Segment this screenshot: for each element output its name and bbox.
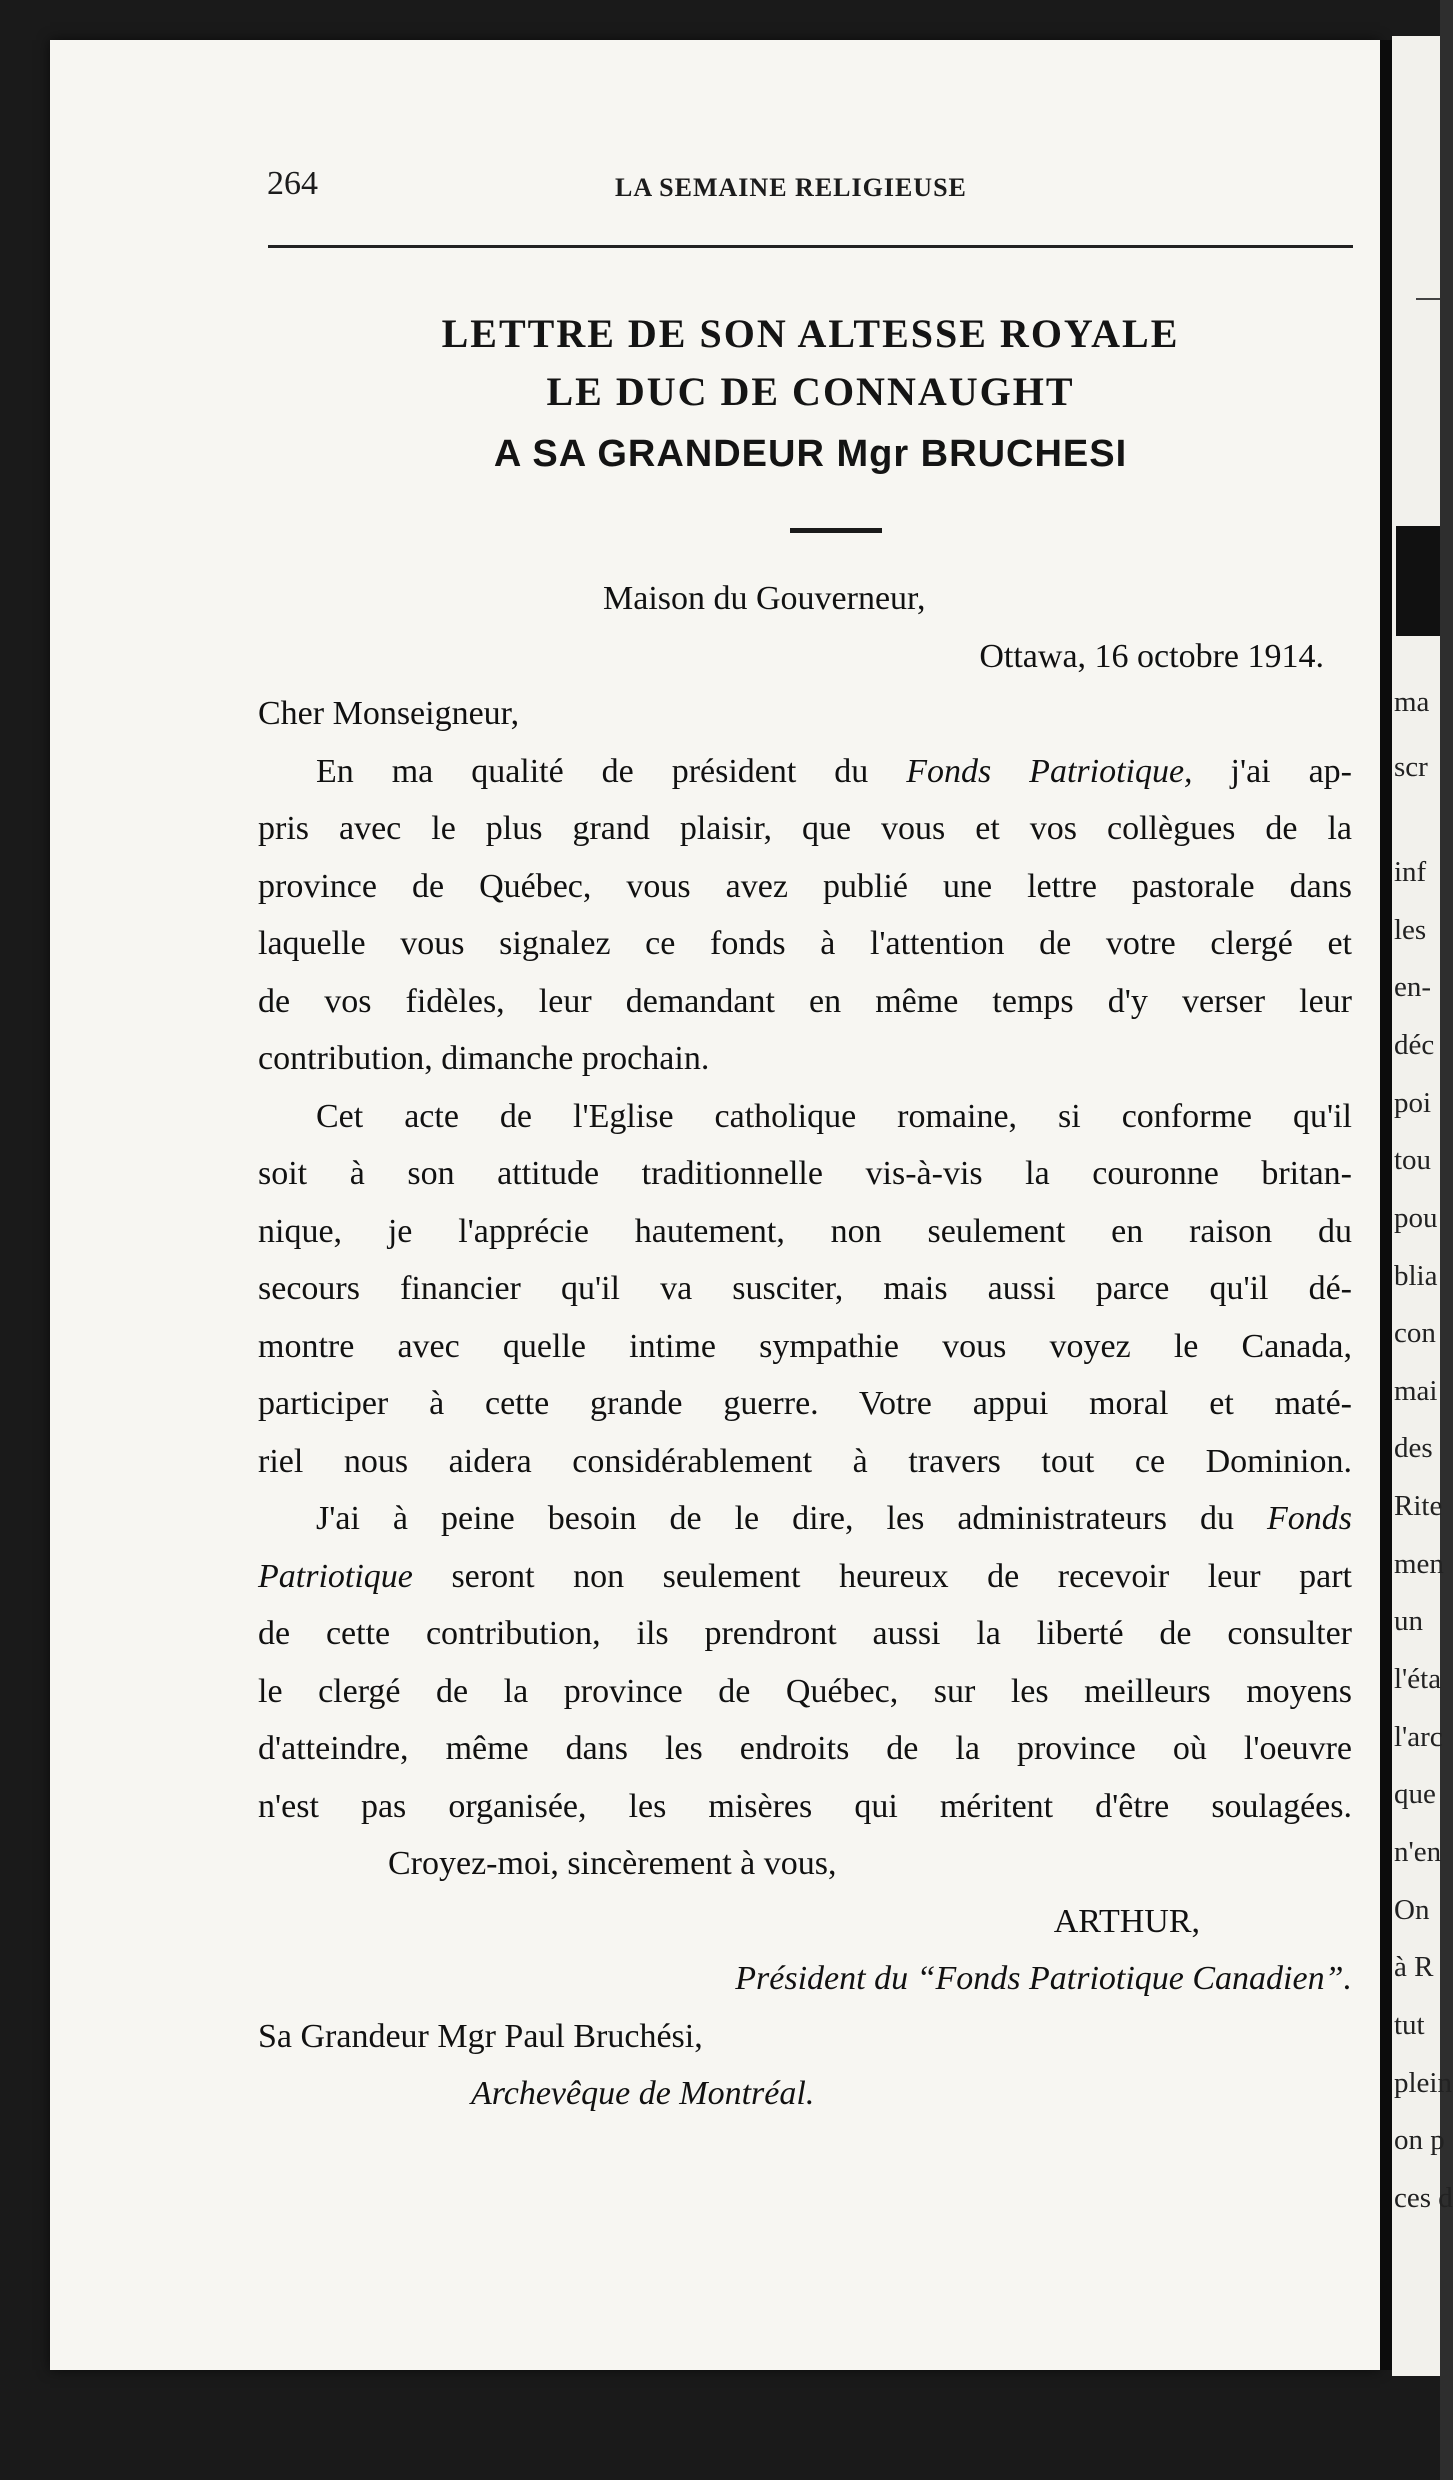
paragraph-3-line: le clergé de la province de Québec, sur les meilleurs moyens [258,1672,1352,1710]
paragraph-3-line: n'est pas organisée, les misères qui méritent d'être soulagées. [258,1787,1352,1825]
addressee-name: Sa Grandeur Mgr Paul Bruchési, [258,2017,703,2055]
facing-fragment: l'éta [1394,1663,1442,1695]
facing-fragment: blia [1394,1260,1438,1292]
paragraph-2-line: nique, je l'apprécie hautement, non seulement en raison du [258,1212,1352,1250]
facing-fragment: con [1394,1317,1436,1349]
paragraph-2-line: Cet acte de l'Eglise catholique romaine, si conforme qu'il [316,1097,1352,1135]
paragraph-1-line: province de Québec, vous avez publié une lettre pastorale dans [258,867,1352,905]
facing-fragment: des [1394,1432,1433,1464]
facing-page-rule [1416,298,1440,300]
facing-fragment: ces d [1394,2182,1453,2214]
page-header [215,165,1350,215]
paragraph-3-line: Patriotique seront non seulement heureux de recevoir leur part [258,1557,1352,1595]
paragraph-1-line: contribution, dimanche prochain. [258,1040,710,1077]
signature-name: ARTHUR, [1053,1902,1200,1940]
facing-fragment: poi [1394,1087,1432,1119]
page-number: 264 [267,165,318,202]
facing-page-edge [1392,36,1453,2376]
facing-fragment: n'en [1394,1836,1442,1868]
header-rule [268,245,1353,248]
facing-fragment: plein [1394,2067,1452,2099]
paragraph-1-line: de vos fidèles, leur demandant en même temps d'y verser leur [258,982,1352,1020]
letter-date: Ottawa, 16 octobre 1914. [979,637,1324,675]
facing-fragment: On [1394,1894,1430,1926]
facing-fragment: tut [1394,2009,1425,2041]
paragraph-1-line: pris avec le plus grand plaisir, que vous et vos collègues de la [258,810,1352,847]
paragraph-3-line: de cette contribution, ils prendront aussi la liberté de consulter [258,1615,1352,1652]
facing-fragment: pou [1394,1202,1438,1234]
signature-title: Président du “Fonds Patriotique Canadien”. [735,1960,1352,1997]
paragraph-1-line: En ma qualité de président du Fonds Patriotique, j'ai ap- [316,752,1352,790]
title-rule [790,528,882,533]
letter-body [258,570,1352,2123]
facing-fragment: men [1394,1548,1444,1580]
running-title: LA SEMAINE RELIGIEUSE [615,173,967,202]
facing-fragment: que [1394,1778,1436,1810]
facing-fragment: inf [1394,856,1427,888]
letter-salutation: Cher Monseigneur, [258,695,520,732]
facing-fragment: à R [1394,1951,1434,1983]
facing-page-ornament [1396,526,1440,636]
title-line-3: A SA GRANDEUR Mgr BRUCHESI [493,433,1128,475]
facing-fragment: mai [1394,1375,1438,1407]
letter-closing: Croyez-moi, sincèrement à vous, [388,1845,837,1882]
facing-fragment: scr [1394,751,1428,783]
facing-fragment: ma [1394,686,1430,718]
facing-fragment: déc [1394,1029,1435,1061]
title-line-2: LE DUC DE CONNAUGHT [546,369,1075,414]
addressee-title: Archevêque de Montréal. [471,2075,815,2112]
facing-fragment: un [1394,1605,1423,1637]
paragraph-2-line: secours financier qu'il va susciter, mais aussi parce qu'il dé- [258,1270,1352,1307]
paragraph-3-line: J'ai à peine besoin de le dire, les administrateurs du Fonds [316,1500,1352,1537]
paragraph-3-line: d'atteindre, même dans les endroits de la province où l'oeuvre [258,1730,1352,1767]
paragraph-1-line: laquelle vous signalez ce fonds à l'attention de votre clergé et [258,925,1352,962]
page-gutter [1380,40,1392,2370]
letter-title [268,305,1353,483]
title-line-1: LETTRE DE SON ALTESSE ROYALE [441,311,1180,356]
paragraph-2-line: montre avec quelle intime sympathie vous voyez le Canada, [258,1327,1352,1365]
paragraph-2-line: riel nous aidera considérablement à travers tout ce Dominion. [258,1442,1352,1480]
facing-fragment: Rite [1394,1490,1443,1522]
paragraph-2-line: soit à son attitude traditionnelle vis-à-vis la couronne britan- [258,1155,1352,1192]
facing-fragment: en- [1394,971,1432,1003]
letter-place: Maison du Gouverneur, [603,580,926,617]
facing-fragment: on p [1394,2124,1445,2156]
facing-fragment: l'arc [1394,1721,1443,1753]
facing-fragment: tou [1394,1144,1432,1176]
paragraph-2-line: participer à cette grande guerre. Votre appui moral et maté- [258,1385,1352,1422]
facing-fragment: les [1394,914,1427,946]
